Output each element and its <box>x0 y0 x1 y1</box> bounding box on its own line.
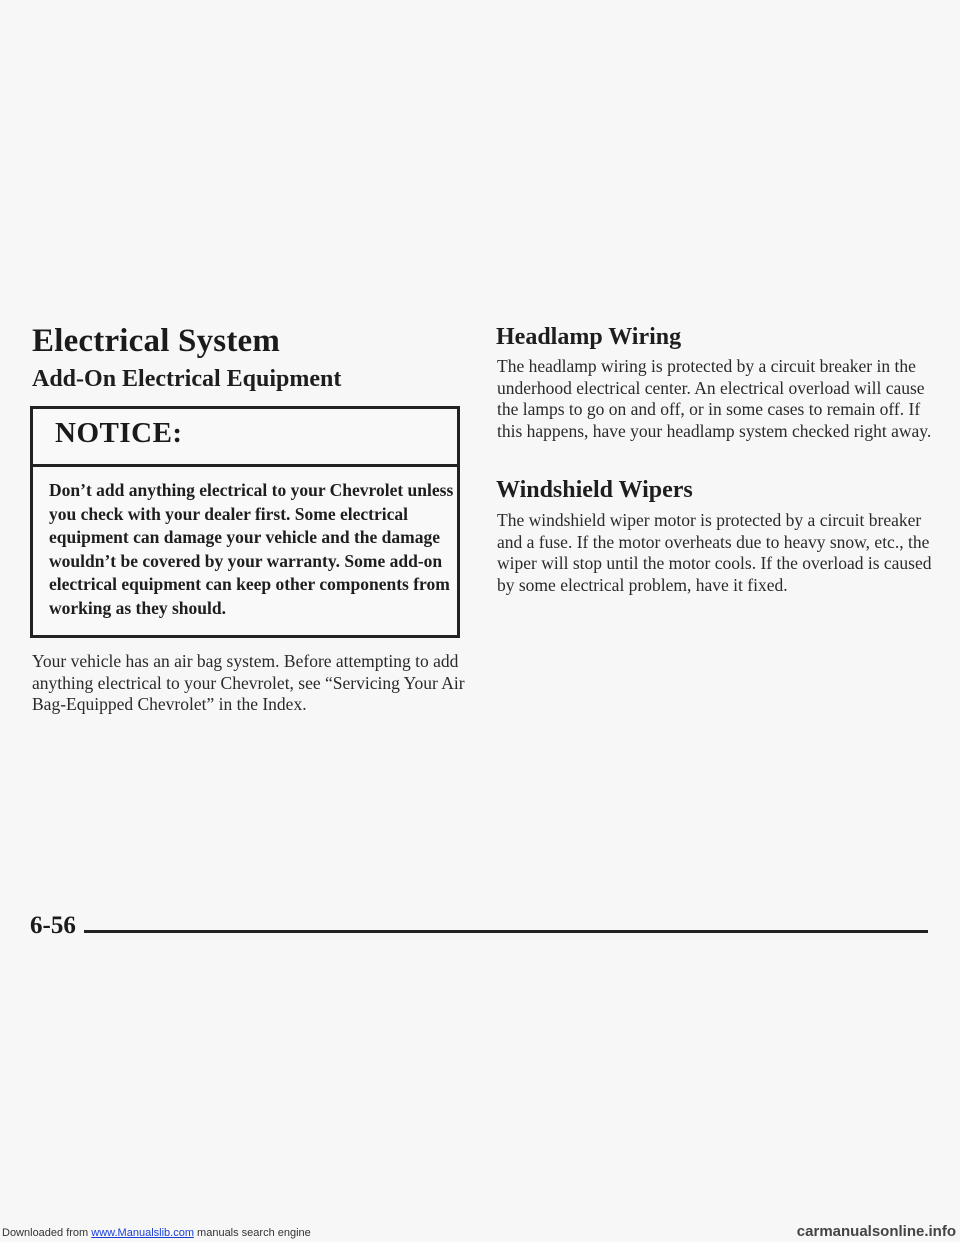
windshield-wipers-title: Windshield Wipers <box>496 477 693 503</box>
watermark-text: carmanualsonline.info <box>796 1223 956 1240</box>
notice-title: NOTICE: <box>55 417 183 449</box>
notice-body: Don’t add anything electrical to your Chevrolet unless you check with your dealer first. Some electrical equipment can damage your vehicle and the damage wouldn’t be covered by your warranty. Some add-on electrical equipment can keep other components from working as they should. <box>49 480 454 618</box>
windshield-wipers-paragraph: The windshield wiper motor is protected by a circuit breaker and a fuse. If the motor overheats due to heavy snow, etc., the wiper will stop until the motor cools. If the overload is caused by some electrical problem, have it fixed. <box>497 510 932 595</box>
footer-prefix: Downloaded from <box>2 1227 89 1239</box>
notice-box <box>30 406 460 638</box>
download-credit <box>2 1227 311 1239</box>
footer-rule <box>84 930 928 933</box>
page-number: 6-56 <box>30 912 76 939</box>
headlamp-wiring-title: Headlamp Wiring <box>496 324 682 350</box>
download-footer <box>0 1223 960 1242</box>
section-title: Electrical System <box>32 323 281 359</box>
subsection-title: Add-On Electrical Equipment <box>32 366 342 392</box>
air-bag-paragraph: Your vehicle has an air bag system. Before attempting to add anything electrical to your Chevrolet, see “Servicing Your Air Bag-Equipped Chevrolet” in the Index. <box>32 651 465 714</box>
notice-header <box>33 409 457 467</box>
headlamp-wiring-paragraph: The headlamp wiring is protected by a circuit breaker in the underhood electrical center. An electrical overload will cause the lamps to go on and off, or in some cases to remain off. If this happens, have your headlamp system checked right away. <box>497 356 932 441</box>
manualslib-link[interactable]: www.Manualslib.com <box>91 1227 194 1239</box>
footer-suffix: manuals search engine <box>197 1227 311 1239</box>
